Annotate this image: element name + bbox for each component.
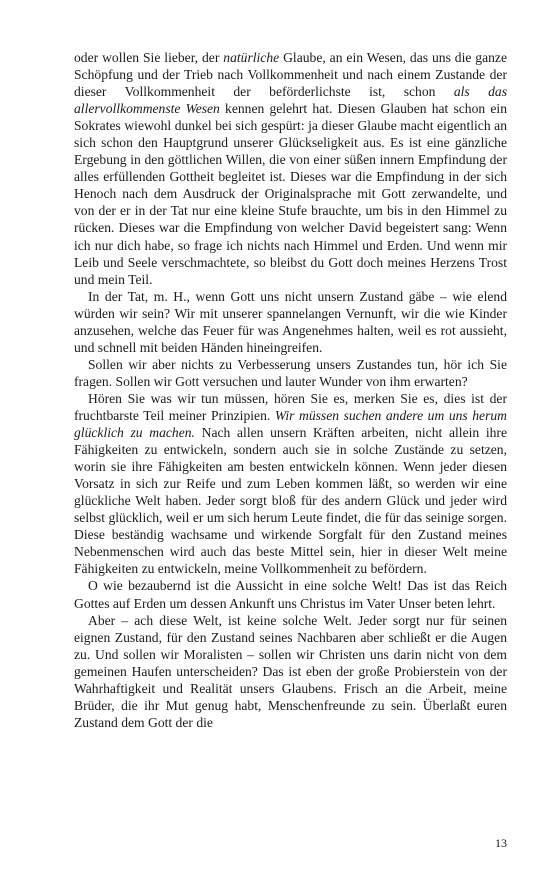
text-run: Sollen wir aber nichts zu Verbesserung unsers Zustandes tun, hör ich Sie fragen. Sollen wir Gott versuchen und lauter Wunder von ihm erwarten? — [74, 356, 507, 389]
text-run: In der Tat, m. H., wenn Gott uns nicht unsern Zustand gäbe – wie elend würden wir sein? Wir mit unserer spannelangen Vernunft, wir die wie Kinder anzusehen, welche das Feuer für was Angenehmes halten, weil es rot aussieht, und schnell mit beiden Händen hineingreifen. — [74, 288, 507, 355]
emphasized-text: als das allervollkommenste Wesen — [74, 84, 507, 117]
text-run: oder wollen Sie lieber, der — [74, 50, 224, 65]
text-run: kennen gelehrt hat. Diesen Glauben hat schon ein Sokrates wiewohl dunkel bei sich gespürt: ja dieser Glaube macht eigentlich an sich schon den Hauptgrund unserer Glückseligkeit aus. Es ist eine gänzliche Ergebung in den göttlichen Willen, die von einer süßen innern Empfindung der alles erfüllenden Gottheit begleitet ist. Dieses war die Empfindung in der sich Henoch nach dem Ausdruck der Originalsprache mit Gott zerwandelte, und von der er in der Tat nur eine kleine Stufe brauchte, um bis in den Himmel zu rücken. Dieses war die Empfindung von welcher David begeistert sang: Wenn ich nur dich habe, so frage ich nichts nach Himmel und Erden. Und wenn mir Leib und Seele verschmachtete, so bleibst du Gott doch meines Herzens Trost und mein Teil. — [74, 101, 507, 287]
emphasized-text: natürliche — [223, 50, 280, 65]
paragraph — [74, 612, 507, 731]
body-text — [74, 49, 507, 731]
emphasized-text: Wir müssen suchen andere um uns herum glücklich zu machen. — [74, 407, 507, 441]
text-run: Glaube, an ein Wesen, das uns die ganze Schöpfung und der Trieb nach Vollkommenheit und nach einem Zustande der dieser Vollkommenheit der beförderlichste ist, schon — [74, 50, 508, 100]
page-number: 13 — [495, 836, 507, 850]
text-run: Nach allen unsern Kräften arbeiten, nicht allein ihre Fähigkeiten zu entwickeln, sondern auch sie in solche Zustände zu setzen, worin sie ihre Fähigkeiten am besten entwickeln können. Wenn jeder diesen Vorsatz in sich zur Reife und zum Leben kommen läßt, so werden wir eine glückliche Welt haben. Jeder sorgt bloß für des andern Glück und jeder wird selbst glücklich, weil er um sich herum Leute findet, die für das seinige sorgen. Diese beständig wachsame und wirkende Sorgfalt für den Zustand meines Nebenmenschen wird auch das beste Mittel sein, hier in dieser Welt meine Fähigkeiten zu entwickeln, meine Vollkommenheit zu befördern. — [74, 425, 507, 577]
paragraph — [74, 577, 507, 611]
paragraph — [74, 390, 507, 578]
text-run: O wie bezaubernd ist die Aussicht in eine solche Welt! Das ist das Reich Gottes auf Erden um dessen Ankunft uns Christus im Vater Unser beten lehrt. — [74, 578, 507, 611]
paragraph — [74, 356, 507, 390]
paragraph — [74, 49, 507, 288]
text-run: Hören Sie was wir tun müssen, hören Sie es, merken Sie es, dies ist der fruchtbarste Teil meiner Prinzipien. — [74, 390, 507, 423]
text-run: Aber – ach diese Welt, ist keine solche Welt. Jeder sorgt nur für seinen eignen Zustand, für den Zustand seines Nachbaren aber schließt er die Augen zu. Und sollen wir Moralisten – sollen wir Christen uns darin nicht von dem gemeinen Haufen unterscheiden? Das ist eben der große Probierstein von der Wahrhaftigkeit und Realität unsers Glaubens. Frisch an die Arbeit, meine Brüder, die ihr Mut genug habt, Menschenfreunde zu sein. Überlaßt euren Zustand dem Gott der die — [74, 612, 507, 730]
paragraph — [74, 288, 507, 356]
